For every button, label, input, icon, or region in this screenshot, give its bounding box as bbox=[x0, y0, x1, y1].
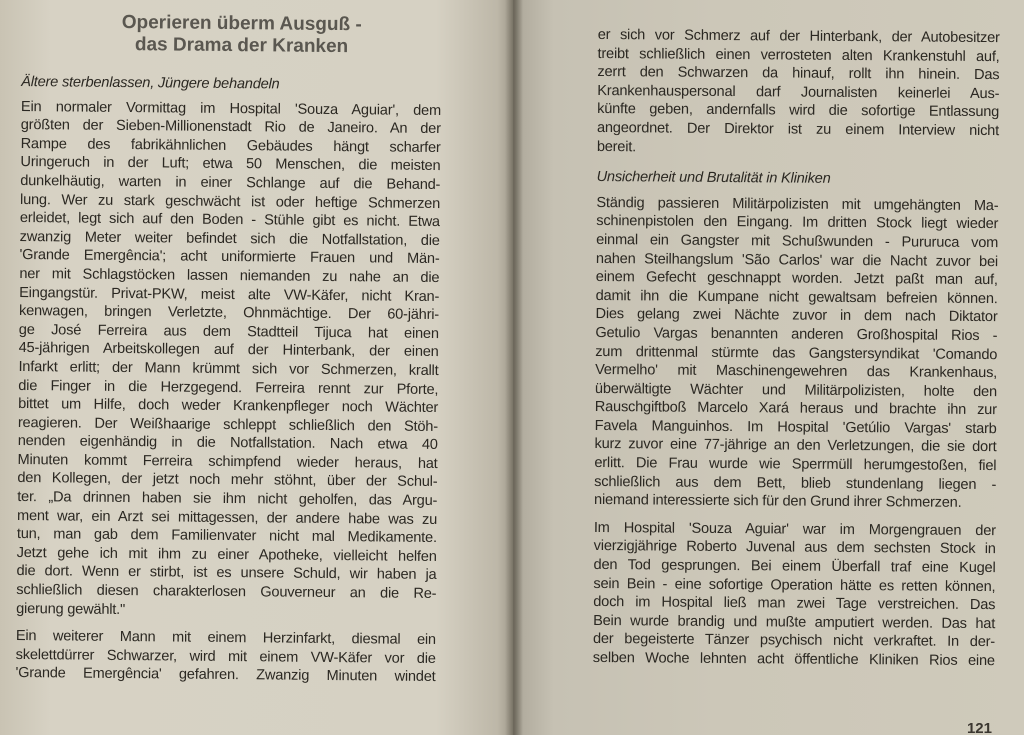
text-line: Favela Manguinhos. Im Hospital 'Getúlio Vargas' starb bbox=[594, 417, 997, 438]
text-line: die Finger in die Herzgegend. Ferreira rennt zur Pforte, bbox=[18, 377, 439, 398]
text-line: Krankenhauspersonal darf Journalisten keinerlei Aus- bbox=[597, 82, 1000, 102]
text-line: den Tod gesprungen. Bei einem Überfall traf eine Kugel bbox=[593, 557, 996, 577]
text-line: 'Grande Emergência' gefahren. Zwanzig Minuten windet bbox=[15, 665, 436, 686]
text-line: selben Woche lehnten acht öffentliche Kliniken Rios eine bbox=[592, 649, 995, 670]
text-line: künfte geben, andernfalls wird die sofortige Entlassung bbox=[597, 101, 1000, 121]
section-subheading: Ältere sterbenlassen, Jüngere behandeln bbox=[21, 73, 280, 93]
text-line: treibt schließlich einen verrosteten alten Krankenstuhl auf, bbox=[597, 45, 1000, 65]
text-line: Im Hospital 'Souza Aguiar' war im Morgengrauen der bbox=[593, 519, 996, 539]
text-line: lung. Wer zu stark geschwächt ist oder heftige Schmerzen bbox=[20, 191, 441, 212]
text-line: Jetzt gehe ich mit ihm zu einer Apotheke, vielleicht helfen bbox=[16, 544, 437, 565]
paragraph bbox=[597, 26, 1000, 159]
left-page-text bbox=[15, 0, 442, 687]
text-line: schinenpistolen den Eingang. Im dritten Stock liegt wieder bbox=[596, 213, 999, 233]
section-subheading: Unsicherheit und Brutalität in Kliniken bbox=[596, 169, 831, 187]
text-line: tun, man gab dem Familienvater nicht mal Medikamente. bbox=[16, 526, 437, 547]
paragraph bbox=[594, 194, 998, 513]
text-line: ter. „Da drinnen haben sie ihm nicht geholfen, das Argu- bbox=[17, 489, 438, 510]
text-line: kurz zuvor eine 77-jährige an den Verletzungen, die sie dort bbox=[594, 436, 997, 456]
text-line: Uringeruch in der Luft; etwa 50 Menschen, die meisten bbox=[20, 154, 441, 175]
text-line: schließlich diesen charakterlosen Gouverneur an die Re- bbox=[16, 582, 437, 603]
text-line: nahen Steilhangslum 'São Carlos' war die Nacht zuvor bei bbox=[595, 250, 999, 270]
text-line: angeordnet. Der Direktor ist zu einem Interview nicht bbox=[596, 119, 1000, 140]
text-line: größten der Sieben-Millionenstadt Rio de Janeiro. An der bbox=[20, 117, 441, 138]
text-line: er sich vor Schmerz auf der Hinterbank, der Autobesitzer bbox=[597, 26, 1000, 47]
text-line: überwältigte Wächter und Militärpolizisten, holte den bbox=[594, 380, 997, 400]
text-line: doch im Hospital ließ man zwei Tage verstreichen. Das bbox=[593, 594, 996, 614]
text-line: der begeisterte Tänzer psychisch nicht verkraftet. In der- bbox=[592, 631, 996, 651]
text-line: die dort. Wenn er stirbt, ist es unsere Schuld, wir haben ja bbox=[16, 563, 437, 584]
text-line: zerrt den Schwarzen da hinauf, rollt ihn hinein. Das bbox=[597, 64, 1000, 84]
text-line: Ein normaler Vormittag im Hospital 'Souza Aguiar', dem bbox=[20, 98, 442, 119]
text-line: den Kollegen, der jetzt noch mehr stöhnt, über der Schul- bbox=[17, 470, 438, 491]
text-line: Minuten kommt Ferreira schimpfend wieder heraus, hat bbox=[17, 451, 438, 472]
paragraph bbox=[15, 627, 436, 687]
text-line: sein Bein - eine sofortige Operation hätte es retten können, bbox=[593, 575, 996, 595]
text-line: Ständig passieren Militärpolizisten mit umgehängten Ma- bbox=[596, 194, 999, 214]
text-line: damit ihn die Kumpane nicht gewaltsam befreien können. bbox=[595, 287, 998, 307]
text-line: skelettdürrer Schwarzer, wird mit einem VW-Käfer vor die bbox=[15, 646, 436, 667]
paragraph bbox=[593, 519, 996, 671]
page-number: 121 bbox=[966, 720, 992, 735]
text-line: erlitt. Die Frau wurde wie Sperrmüll herumgestoßen, fiel bbox=[594, 455, 997, 475]
text-line: ment war, ein Arzt sei mittagessen, der andere habe was zu bbox=[16, 507, 438, 528]
text-line: schließlich aus dem Bett, blieb stundenlang liegen - bbox=[594, 473, 997, 493]
text-line: einmal ein Gangster mit Schußwunden - Pururuca vom bbox=[596, 231, 999, 252]
text-line: gierung gewählt." bbox=[16, 600, 126, 618]
text-line: reagieren. Der Weißhaarige schleppt schließlich den Stöh- bbox=[17, 414, 439, 435]
text-line: dunkelhäutig, warten in einer Schlange auf die Behand- bbox=[20, 172, 441, 193]
text-line: ner mit Schlagstöcken lassen niemanden zu nahe an die bbox=[19, 265, 440, 286]
text-line: nenden eigenhändig in die Notfallstation. Nach etwa 40 bbox=[17, 433, 438, 454]
text-line: bittet um Hilfe, doch weder Krankenpfleger noch Wächter bbox=[18, 396, 439, 417]
title-line: das Drama der Kranken bbox=[134, 34, 349, 58]
text-line: Ein weiterer Mann mit einem Herzinfarkt, diesmal ein bbox=[15, 628, 436, 649]
text-line: kenwagen, bringen Verletzte, Ohnmächtige. Der 60-jähri- bbox=[18, 303, 440, 324]
text-line: niemand interessierte sich für den Grund ihrer Schmerzen. bbox=[594, 492, 962, 512]
right-page-text bbox=[593, 0, 1000, 671]
paragraph bbox=[16, 98, 441, 623]
text-line: Rauschgiftboß Marcelo Xará heraus und brachte ihn zur bbox=[594, 399, 997, 419]
text-line: Rampe des fabrikähnlichen Gebäudes hängt scharfer bbox=[20, 135, 441, 156]
text-line: erleidet, legt sich auf den Boden - Stühle gibt es nicht. Etwa bbox=[19, 210, 440, 231]
text-line: Infarkt erlitt; der Mann krümmt sich vor Schmerzen, krallt bbox=[18, 358, 439, 379]
text-line: vierzigjährige Roberto Juvenal aus dem sechsten Stock in bbox=[593, 538, 996, 558]
text-line: Getulio Vargas benannten anderen Großhospital Rios - bbox=[595, 324, 998, 345]
text-line: Bein wurde brandig und mußte amputiert werden. Das hat bbox=[593, 612, 996, 632]
text-line: 45-jährigen Arbeitskollegen auf der Hinterbank, der einen bbox=[18, 340, 439, 361]
text-line: Eingangstür. Privat-PKW, meist alte VW-Käfer, nicht Kran- bbox=[19, 284, 440, 305]
text-line: einem Gefecht geschnappt worden. Jetzt paßt man auf, bbox=[595, 269, 998, 289]
title-line: Operieren überm Ausguß - bbox=[121, 11, 362, 36]
text-line: zum drittenmal stürmte das Gangstersyndikat 'Comando bbox=[595, 343, 998, 363]
text-line: bereit. bbox=[596, 138, 637, 155]
text-line: zwanzig Meter weiter befindet sich die Notfallstation, die bbox=[19, 228, 440, 249]
text-line: Dies gelang zwei Nächte zuvor in dem nach Diktator bbox=[595, 306, 998, 326]
article-title bbox=[41, 11, 441, 59]
text-line: ge José Ferreira aus dem Stadtteil Tijuca hat einen bbox=[18, 321, 439, 342]
text-line: Vermelho' mit Maschinengewehren das Krankenhaus, bbox=[595, 362, 998, 382]
text-line: 'Grande Emergência'; acht uniformierte Frauen und Män- bbox=[19, 247, 440, 268]
